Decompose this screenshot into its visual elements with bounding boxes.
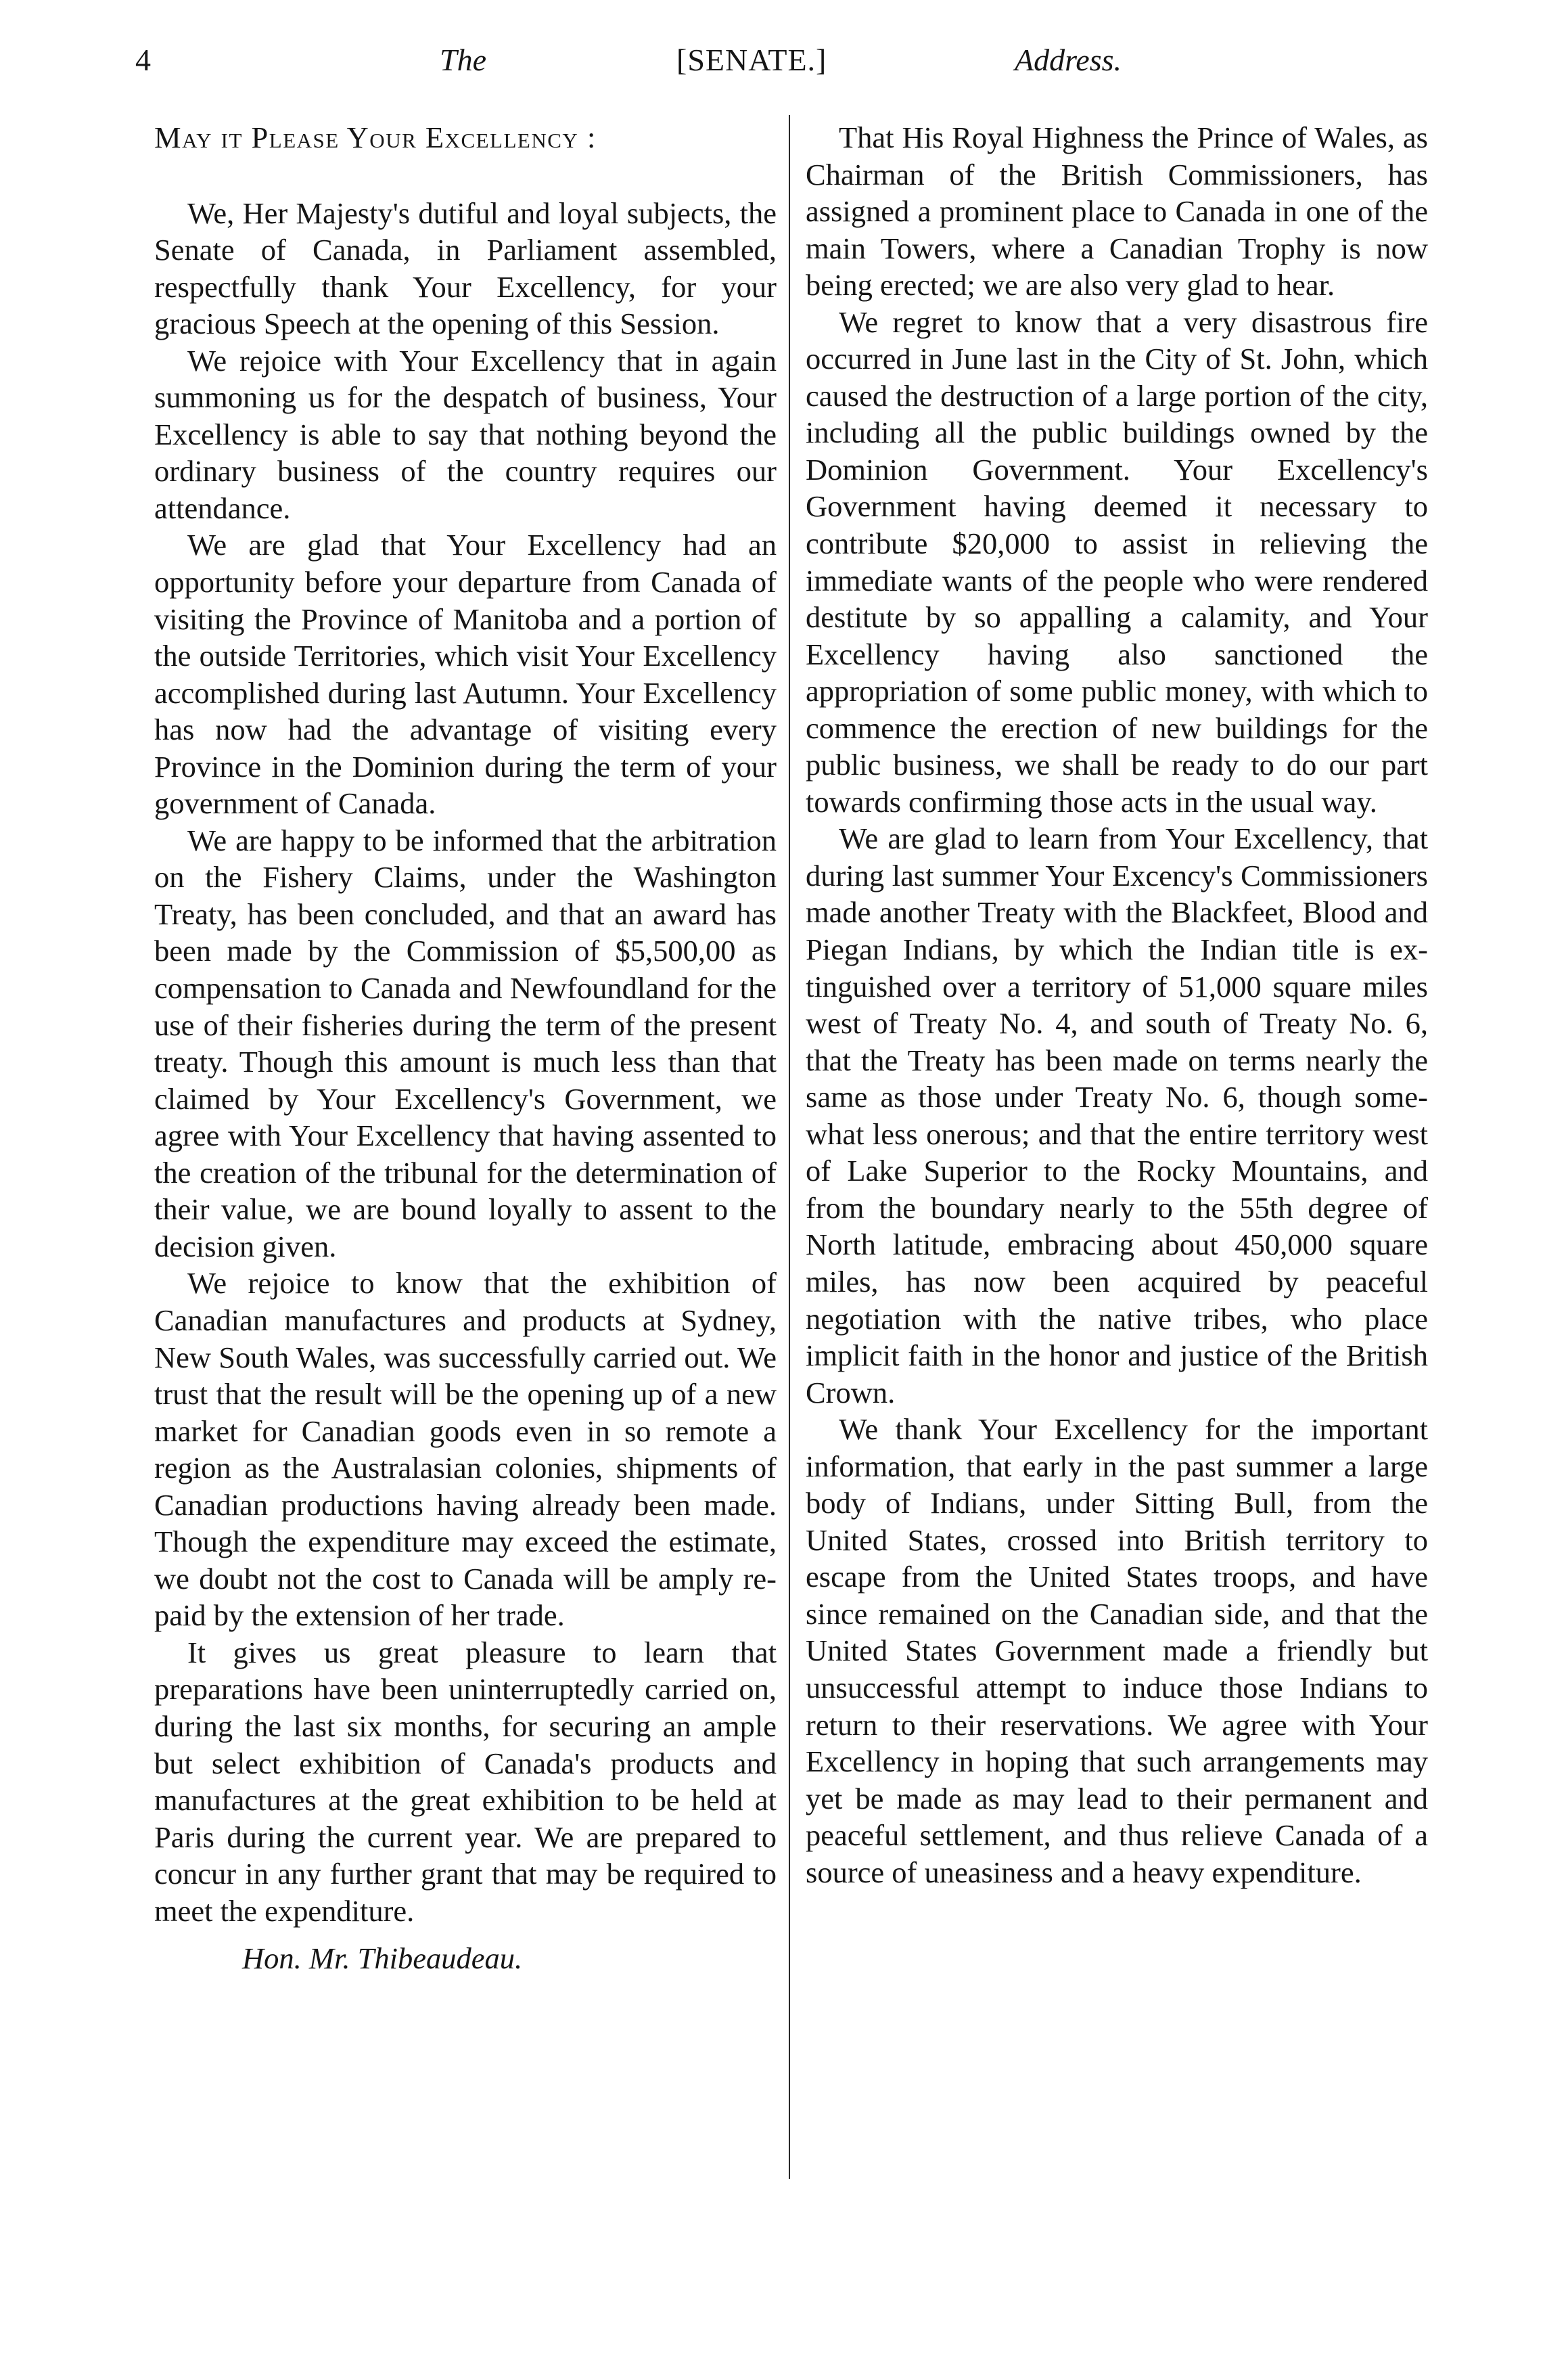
speaker-name: Hon. Mr. Thibeaudeau.: [242, 1941, 523, 1976]
left-column: [154, 119, 777, 1977]
running-title-left: The: [440, 43, 486, 77]
paragraph: We are glad that Your Excellency had an opportunity before your departure from Canada of visiting the Province of Manitoba and a portion of the outside Territories, which visit Your Excellency accomplished during last Autumn. Your Excellency has now had the advantage of visiting every Province in the Dominion during the term of your government of Canada.: [154, 528, 777, 821]
paragraph: That His Royal Highness the Prince of Wales, as Chairman of the British Commissioners, has assigned a prominent place to Canada in one of the main Towers, where a Canadian Trophy is now being erected; we are also very glad to hear.: [806, 120, 1428, 302]
paragraph: We rejoice with Your Excellency that in again summoning us for the despatch of business, Your Excellency is able to say that nothing beyond the ordinary business of the country requires our attendance.: [154, 343, 777, 525]
running-title-center: [SENATE.]: [676, 43, 827, 77]
running-title-right: Address.: [1015, 43, 1122, 77]
page-number: 4: [135, 43, 151, 77]
paragraph: We are glad to learn from Your Excellency, that during last summer Your Excency's Commissioners made another Treaty with the Blackfeet, Blood and Piegan Indians, by which the Indian title is extinguished over a territory of 51,000 square miles west of Treaty No. 4, and south of Treaty No. 6, that the Treaty has been made on terms nearly the same as those under Treaty No. 6, though somewhat less onerous; and that the entire territory west of Lake Superior to the Rocky Mountains, and from the boundary nearly to the 55th degree of North latitude, embracing about 450,000 square miles, has now been acquired by peaceful negotiation with the native tribes, who place implicit faith in the honor and justice of the British Crown.: [806, 821, 1428, 1409]
paragraph: We, Her Majesty's dutiful and loyal subjects, the Senate of Canada, in Parliament assembled, respectfully thank Your Excellency, for your gracious Speech at the opening of this Session.: [154, 196, 777, 341]
paragraph: We regret to know that a very disastrous fire occurred in June last in the City of St. John, which caused the destruction of a large portion of the city, including all the public buildings owned by the Dominion Government. Your Excellency's Government having deemed it necessary to contribute $20,000 to assist in relieving the immediate wants of the people who were rendered destitute by so appalling a calamity, and Your Excellency having also sanctioned the appropriation of some public money, with which to commence the erection of new buildings for the public business, we shall be ready to do our part towards confirming those acts in the usual way.: [806, 304, 1428, 819]
page-header: [135, 42, 1434, 96]
paragraph: We thank Your Excellency for the important information, that early in the past summer a large body of Indians, under Sitting Bull, from the United States, crossed into British territory to escape from the United States troops, and have since remained on the Canadian side, and that the United States Government made a friendly but unsuccessful attempt to induce those Indians to return to their reservations. We agree with Your Excellency in hoping that such arrangements may yet be made as may lead to their permanent and peaceful settlement, and thus relieve Canada of a source of uneasiness and a heavy expenditure.: [806, 1412, 1428, 1889]
paragraph: It gives us great pleasure to learn that preparations have been uninterruptedly carried on, during the last six months, for securing an ample but select exhibition of Canada's products and manufactures at the great exhibition to be held at Paris during the current year. We are prepared to concur in any further grant that may be required to meet the expenditure.: [154, 1635, 777, 1928]
paragraph: We are happy to be informed that the arbitration on the Fishery Claims, under the Washington Treaty, has been concluded, and that an award has been made by the Commission of $5,500,00 as compensation to Canada and Newfoundland for the use of their fisheries during the term of the present treaty. Though this amount is much less than that claimed by Your Excellency's Government, we agree with Your Excellency that having assented to the creation of the tribunal for the determination of their value, we are bound loyally to assent to the decision given.: [154, 823, 777, 1263]
right-column: [806, 119, 1428, 1891]
paragraph: We rejoice to know that the exhibition of Canadian manufactures and products at Sydney, New South Wales, was successfully carried out. We trust that the result will be the opening up of a new market for Canadian goods even in so remote a region as the Australasian colonies, shipments of Canadian productions having already been made. Though the expenditure may exceed the estimate, we doubt not the cost to Canada will be amply repaid by the extension of her trade.: [154, 1266, 777, 1633]
salutation: May it Please Your Excellency :: [154, 120, 597, 154]
column-divider: [789, 115, 790, 2179]
